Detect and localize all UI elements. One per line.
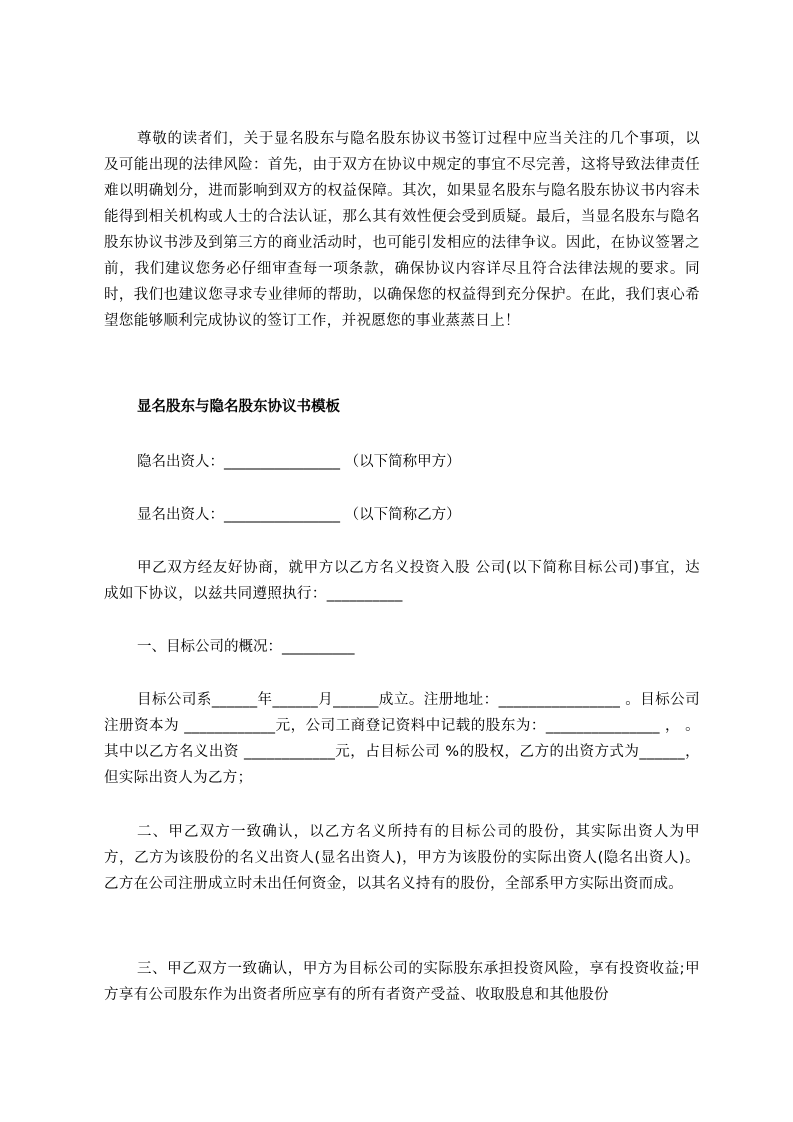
section2-paragraph: 二、甲乙双方一致确认，以乙方名义所持有的目标公司的股份，其实际出资人为甲方，乙方为该股份的名义出资人(显名出资人)，甲方为该股份的实际出资人(隐名出资人)。乙方在公司注册成立时未出任何资金，以其名义持有的股份，全部系甲方实际出资而成。 bbox=[104, 824, 700, 892]
party-a-line: 隐名出资人：________________ （以下简称甲方） bbox=[137, 454, 461, 470]
template-title: 显名股东与隐名股东协议书模板 bbox=[137, 399, 340, 415]
intro-paragraph: 尊敬的读者们，关于显名股东与隐名股东协议书签订过程中应当关注的几个事项，以及可能出现的法律风险：首先，由于双方在协议中规定的事宜不尽完善，这将导致法律责任难以明确划分，进而影响到双方的权益保障。其次，如果显名股东与隐名股东协议书内容未能得到相关机构或人士的合法认证，那么其有效性便会受到质疑。最后，当显名股东与隐名股东协议书涉及到第三方的商业活动时，也可能引发相应的法律争议。因此，在协议签署之前，我们建议您务必仔细审查每一项条款，确保协议内容详尽且符合法律法规的要求。同时，我们也建议您寻求专业律师的帮助，以确保您的权益得到充分保护。在此，我们衷心希望您能够顺利完成协议的签订工作，并祝愿您的事业蒸蒸日上！ bbox=[104, 131, 700, 329]
party-b-line: 显名出资人：________________ （以下简称乙方） bbox=[137, 507, 461, 523]
preamble-paragraph: 甲乙双方经友好协商，就甲方以乙方名义投资入股 公司(以下简称目标公司)事宜，达成如下协议，以兹共同遵照执行：__________ bbox=[104, 560, 700, 602]
section3-paragraph: 三、甲乙双方一致确认，甲方为目标公司的实际股东承担投资风险，享有投资收益;甲方享有公司股东作为出资者所应享有的所有者资产受益、收取股息和其他股份 bbox=[104, 961, 700, 1003]
section1-body: 目标公司系______年______月______成立。注册地址：________________ 。目标公司注册资本为 ____________元，公司工商登记资料中记载的股东为：_______________ ， 。 其中以乙方名义出资 ____________元，占目标公司 %的股权，乙方的出资方式为______，但实际出资人为乙方； bbox=[104, 692, 700, 786]
section1-heading: 一、目标公司的概况：__________ bbox=[137, 639, 355, 655]
